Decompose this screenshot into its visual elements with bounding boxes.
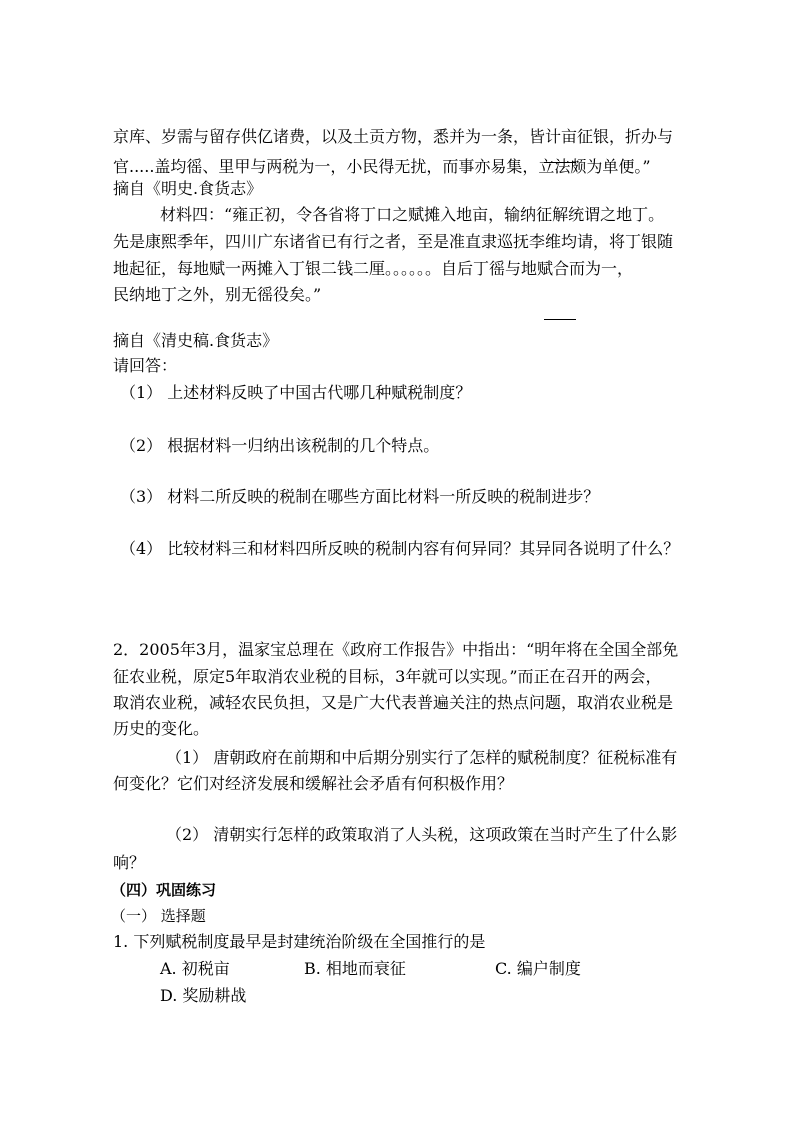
source-citation: 摘自《清史稿.食货志》	[113, 331, 279, 350]
subquestion-1: （1） 唐朝政府在前期和中后期分别实行了怎样的赋税制度？征税标准有	[166, 748, 678, 767]
source-citation: 摘自《明史.食货志》	[113, 179, 263, 198]
option-d: D. 奖励耕战	[160, 986, 247, 1005]
option-a: A. 初税亩	[160, 959, 230, 978]
question-3: （3） 材料二所反映的税制在哪些方面比材料一所反映的税制进步？	[120, 487, 600, 506]
text-line: 取消农业税，减轻农民负担，又是广大代表普遍关注的热点问题，取消农业税是	[113, 693, 674, 712]
attribution-dash	[544, 319, 576, 320]
text-line: 征农业税，原定5年取消农业税的目标，3年就可以实现。”而正在召开的两会，	[113, 667, 662, 686]
subquestion-2: （2） 清朝实行怎样的政策取消了人头税，这项政策在当时产生了什么影	[166, 825, 678, 844]
material-four-line: 材料四：“雍正初，令各省将丁口之赋摊入地亩，输纳征解统谓之地丁。	[160, 205, 665, 224]
option-b: B. 相地而衰征	[304, 959, 406, 978]
text-line: 响？	[113, 853, 146, 872]
text-line: 民纳地丁之外，别无徭役矣。”	[113, 285, 322, 304]
subsection-heading: （一） 选择题	[111, 907, 206, 925]
text-line: 历史的变化。	[113, 719, 210, 738]
option-c: C. 编户制度	[495, 959, 581, 978]
attribution-dash	[544, 162, 576, 163]
text-line: 先是康熙季年，四川广东诸省已有行之者，至是准直隶巡抚李维均请，将丁银随	[113, 232, 674, 251]
question-1: （1） 上述材料反映了中国古代哪几种赋税制度？	[120, 383, 472, 402]
text-line: 官.....盖均徭、里甲与两税为一，小民得无扰，而事亦易集，立法颇为单便。”	[113, 157, 651, 176]
answer-prompt: 请回答：	[113, 356, 178, 375]
text-line: 地起征，每地赋一两摊入丁银二钱二厘。。。。。。自后丁徭与地赋合而为一，	[113, 259, 634, 278]
text-line: 京库、岁需与留存供亿诸费，以及土贡方物，悉并为一条，皆计亩征银，折办与	[113, 127, 674, 146]
question-4: （4） 比较材料三和材料四所反映的税制内容有何异同？其异同各说明了什么？	[120, 539, 680, 558]
problem-2-line: 2．2005年3月，温家宝总理在《政府工作报告》中指出：“明年将在全国全部免	[113, 640, 679, 659]
section-heading: （四）巩固练习	[111, 881, 217, 899]
question-2: （2） 根据材料一归纳出该税制的几个特点。	[120, 436, 440, 455]
text-line: 何变化？它们对经济发展和缓解社会矛盾有何积极作用？	[113, 774, 514, 793]
mcq-question-1: 1. 下列赋税制度最早是封建统治阶级在全国推行的是	[113, 932, 486, 951]
